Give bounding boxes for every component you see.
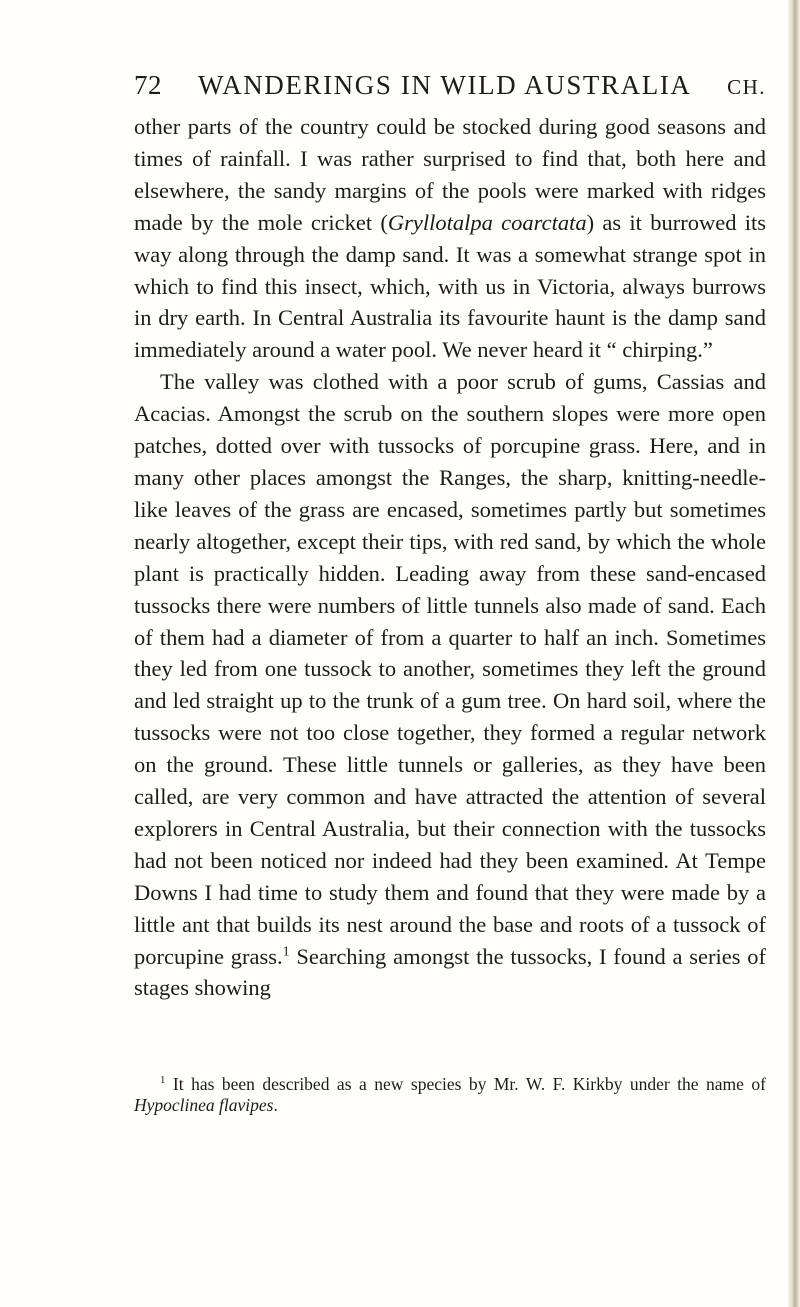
species-name: Gryllotalpa coarctata [387,209,587,235]
paragraph-text: other parts of the country could be stocked during good seasons and times of rainfall. I was rather surprised to find that, both here and elsewhere, the sandy margins of the pools were marked with ridges made by the mole cricket ( [134,114,766,235]
footnote-body-end: . [273,1095,278,1115]
footnote [134,1074,766,1116]
paragraph-text: Searching amongst the tussocks, I found a series of stages showing [134,943,766,1001]
paragraph-text: ) as it burrowed its way along through the damp sand. It was a somewhat strange spot in which to find this insect, which, with us in Victoria, always burrows in dry earth. In Central Australia its favourite haunt is the damp sand immediately around a water pool. We never heard it “ chirping.” [134,209,766,363]
footnote-reference: 1 [282,944,290,960]
paragraph-text: The valley was clothed with a poor scrub of gums, Cassias and Acacias. Amongst the scrub on the southern slopes were more open patches, dotted over with tussocks of porcupine grass. Here, and in many other places amongst the Ranges, the sharp, knitting-needle-like leaves of the grass are encased, sometimes partly but sometimes nearly altogether, except their tips, with red sand, by which the whole plant is practically hidden. Leading away from these sand-encased tussocks there were numbers of little tunnels also made of sand. Each of them had a diameter of from a quarter to half an inch. Sometimes they led from one tussock to another, sometimes they left the ground and led straight up to the trunk of a gum tree. On hard soil, where the tussocks were not too close together, they formed a regular network on the ground. These little tunnels or galleries, as they have been called, are very common and have attracted the attention of several explorers in Central Australia, but their connection with the tussocks had not been noticed nor indeed had they been examined. At Tempe Downs I had time to study them and found that they were made by a little ant that builds its nest around the base and roots of a tussock of porcupine grass. [134,369,766,969]
body-text [134,111,766,1004]
running-title: WANDERINGS IN WILD AUSTRALIA [198,70,692,100]
footnote-text [134,1074,766,1116]
footnote-marker: 1 [160,1074,166,1087]
paragraph [134,366,766,1004]
species-name: Hypoclinea flavipes [134,1095,274,1115]
chapter-mark: CH. [727,75,766,99]
paragraph-continued [134,111,766,366]
footnote-body: It has been described as a new species by Mr. W. F. Kirkby under the name of [165,1074,766,1094]
running-header [134,64,766,104]
page-number: 72 [134,70,162,100]
page-edge [788,0,800,1307]
